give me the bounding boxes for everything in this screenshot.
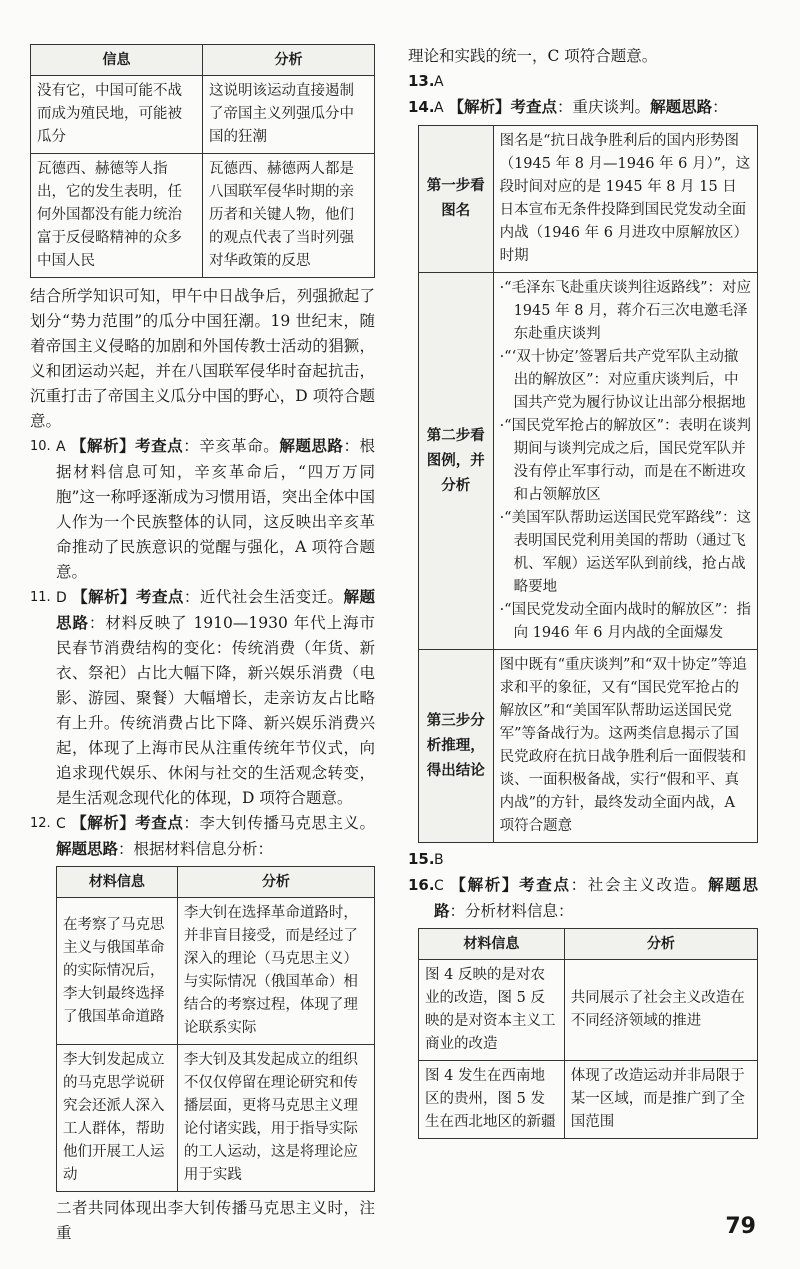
- question-number: 10.: [30, 439, 51, 454]
- question-12: [30, 811, 375, 862]
- step-row: [419, 273, 758, 650]
- step-bullet: ·“国民党发动全面内战时的解放区”：指向 1946 年 6 月内战的全面爆发: [499, 602, 752, 641]
- step-bullet: ·“毛泽东飞赴重庆谈判往返路线”：对应 1945 年 8 月，蒋介石三次电邀毛泽东赴重庆谈判: [499, 280, 752, 342]
- question-number: 15.: [408, 850, 435, 868]
- answer-letter: C: [434, 878, 444, 894]
- answer-letter: B: [434, 852, 444, 868]
- solution-label: 解题思路: [279, 437, 344, 455]
- answer-letter: A: [56, 439, 66, 455]
- solution-text: ：材料反映了 1910—1930 年代上海市民春节消费结构的变化：传统消费（年货、新衣、祭祀）占比大幅下降，新兴娱乐消费（电影、游园、聚餐）大幅增长，走亲访友占比略有上升。传统消费占比下降、新兴娱乐消费兴起，体现了上海市民从注重传统年节仪式，向追求现代娱乐、休闲与社交的生活观念转变，是生活观念现代化的体现，D 项符合题意。: [56, 614, 375, 807]
- step-label: 第三步分析推理，得出结论: [419, 650, 494, 843]
- analysis-tag: 【解析】: [71, 437, 136, 455]
- left-column: [30, 44, 375, 1246]
- solution-text: ：根据材料信息分析：: [118, 840, 274, 858]
- table-row: [57, 1045, 375, 1192]
- question-number: 14.: [408, 98, 435, 116]
- analysis-tag: 【解析】: [71, 814, 136, 832]
- page-number: 79: [725, 1214, 756, 1239]
- table-cell: 这说明该运动直接遏制了帝国主义列强瓜分中国的狂潮: [203, 76, 375, 154]
- answer-letter: C: [56, 816, 66, 832]
- step-bullet: ·“国民党军抢占的解放区”：表明在谈判期间与谈判完成之后，国民党军队并没有停止军事行动，而是在不断进攻和占领解放区: [499, 418, 752, 503]
- key-point-label: 考查点: [519, 876, 571, 894]
- table-row: [57, 898, 375, 1045]
- colon: ：: [712, 98, 728, 116]
- analysis-tag: 【解析】: [450, 876, 520, 894]
- solution-text: ：分析材料信息：: [449, 902, 574, 920]
- step-label: 第二步看图例，并分析: [419, 273, 494, 650]
- right-column: [408, 48, 758, 1139]
- question-11: [30, 585, 375, 811]
- table-cell: 图 4 反映的是对农业的改造，图 5 反映的是对资本主义工商业的改造: [419, 960, 565, 1061]
- table-header: 材料信息: [57, 867, 178, 898]
- question-number: 12.: [30, 816, 51, 831]
- solution-label: 解题思路: [56, 840, 119, 858]
- paragraph: 结合所学知识可知，甲午中日战争后，列强掀起了划分“势力范围”的瓜分中国狂潮。19 世纪末，随着帝国主义侵略的加剧和外国传教士活动的猖獗，义和团运动兴起，并在八国联军侵华时奋起抗击，沉重打击了帝国主义瓜分中国的野心，D 项符合题意。: [30, 287, 375, 430]
- question-number: 16.: [408, 876, 435, 894]
- step-row: [419, 126, 758, 273]
- question-10: [30, 434, 375, 585]
- table-row: [31, 76, 375, 154]
- question-16: [408, 873, 758, 924]
- table-row: [419, 1061, 758, 1139]
- step-bullet: ·“‘双十协定’签署后共产党军队主动撤出的解放区”：对应重庆谈判后，中国共产党为履行协议让出部分根据地: [499, 349, 746, 411]
- answer-letter: A: [434, 100, 444, 116]
- solution-label: 解题思路: [650, 98, 713, 116]
- key-point: ：辛亥革命。: [183, 437, 280, 455]
- step-bullet: ·“美国军队帮助运送国民党军路线”：这表明国民党利用美国的帮助（通过飞机、军舰）运送军队到前线，抢占战略要地: [499, 510, 752, 595]
- key-point-label: 考查点: [135, 814, 184, 832]
- question-number: 13.: [408, 72, 435, 90]
- step-content: 图名是“抗日战争胜利后的国内形势图（1945 年 8 月—1946 年 6 月）”，这段时间对应的是 1945 年 8 月 15 日日本宣布无条件投降到国民党发动全面内战（1946 年 6 月进攻中原解放区）时期: [493, 126, 757, 273]
- table-cell: 在考察了马克思主义与俄国革命的实际情况后，李大钊最终选择了俄国革命道路: [57, 898, 178, 1045]
- paragraph: 二者共同体现出李大钊传播马克思主义时，注重: [56, 1199, 375, 1242]
- solution-label: 解题思路: [56, 588, 375, 632]
- table-cell: 共同展示了社会主义改造在不同经济领域的推进: [564, 960, 757, 1061]
- key-point: ：重庆谈判。: [557, 98, 651, 116]
- key-point: ：近代社会生活变迁。: [183, 588, 344, 606]
- key-point: ：李大钊传播马克思主义。: [183, 814, 375, 832]
- info-analysis-table-2: [56, 866, 375, 1192]
- steps-table: [418, 125, 758, 843]
- table-cell: 体现了改造运动并非局限于某一区域，而是推广到了全国范围: [564, 1061, 757, 1139]
- solution-label: 解题思路: [434, 876, 758, 920]
- paragraph: 理论和实践的统一，C 项符合题意。: [408, 47, 658, 65]
- table-cell: 没有它，中国可能不战而成为殖民地，可能被瓜分: [31, 76, 203, 154]
- key-point-label: 考查点: [136, 588, 184, 606]
- question-number: 11.: [30, 590, 51, 605]
- step-row: [419, 650, 758, 843]
- table-header: 分析: [203, 45, 375, 76]
- step-label: 第一步看图名: [419, 126, 494, 273]
- analysis-tag: 【解析】: [448, 98, 511, 116]
- table-cell: 李大钊在选择革命道路时，并非盲目接受，而是经过了深入的理论（马克思主义）与实际情况（俄国革命）相结合的考察过程，体现了理论联系实际: [177, 898, 374, 1045]
- solution-text: ：根据材料信息可知，辛亥革命后，“四万万同胞”这一称呼逐渐成为习惯用语，突出全体中国人作为一个民族整体的认同，这反映出辛亥革命推动了民族意识的觉醒与强化，A 项符合题意。: [56, 437, 375, 581]
- table-cell: 瓦德西、赫德两人都是八国联军侵华时期的亲历者和关键人物，他们的观点代表了当时列强对华政策的反思: [203, 154, 375, 278]
- table-row: [31, 154, 375, 278]
- answer-letter: D: [56, 590, 67, 606]
- answer-letter: A: [434, 74, 444, 90]
- question-13: [408, 69, 758, 95]
- table-header: 分析: [564, 929, 757, 960]
- table-cell: 李大钊及其发起成立的组织不仅仅停留在理论研究和传播层面，更将马克思主义理论付诸实践，用于指导实际的工人运动，这是将理论应用于实践: [177, 1045, 374, 1192]
- key-point-label: 考查点: [135, 437, 184, 455]
- table-cell: 图 4 发生在西南地区的贵州，图 5 发生在西北地区的新疆: [419, 1061, 565, 1139]
- table-header: 材料信息: [419, 929, 565, 960]
- table-cell: 李大钊发起成立的马克思学说研究会还派人深入工人群体，帮助他们开展工人运动: [57, 1045, 178, 1192]
- step-content: 图中既有“重庆谈判”和“双十协定”等追求和平的象征，又有“国民党军抢占的解放区”和“美国军队帮助运送国民党军”等备战行为。这两类信息揭示了国民党政府在抗日战争胜利后一面假装和谈、一面积极备战，实行“假和平、真内战”的方针，最终发动全面内战，A 项符合题意: [493, 650, 757, 843]
- table-header: 分析: [177, 867, 374, 898]
- key-point-label: 考查点: [510, 98, 558, 116]
- table-row: [419, 960, 758, 1061]
- step-content: [493, 273, 757, 650]
- info-analysis-table-3: [418, 928, 758, 1139]
- key-point: ：社会主义改造。: [570, 876, 709, 894]
- table-cell: 瓦德西、赫德等人指出，它的发生表明，任何外国都没有能力统治富于反侵略精神的众多中国人民: [31, 154, 203, 278]
- question-14: [408, 95, 758, 121]
- question-15: [408, 847, 758, 873]
- info-analysis-table-1: [30, 44, 375, 278]
- analysis-tag: 【解析】: [72, 588, 137, 606]
- table-header: 信息: [31, 45, 203, 76]
